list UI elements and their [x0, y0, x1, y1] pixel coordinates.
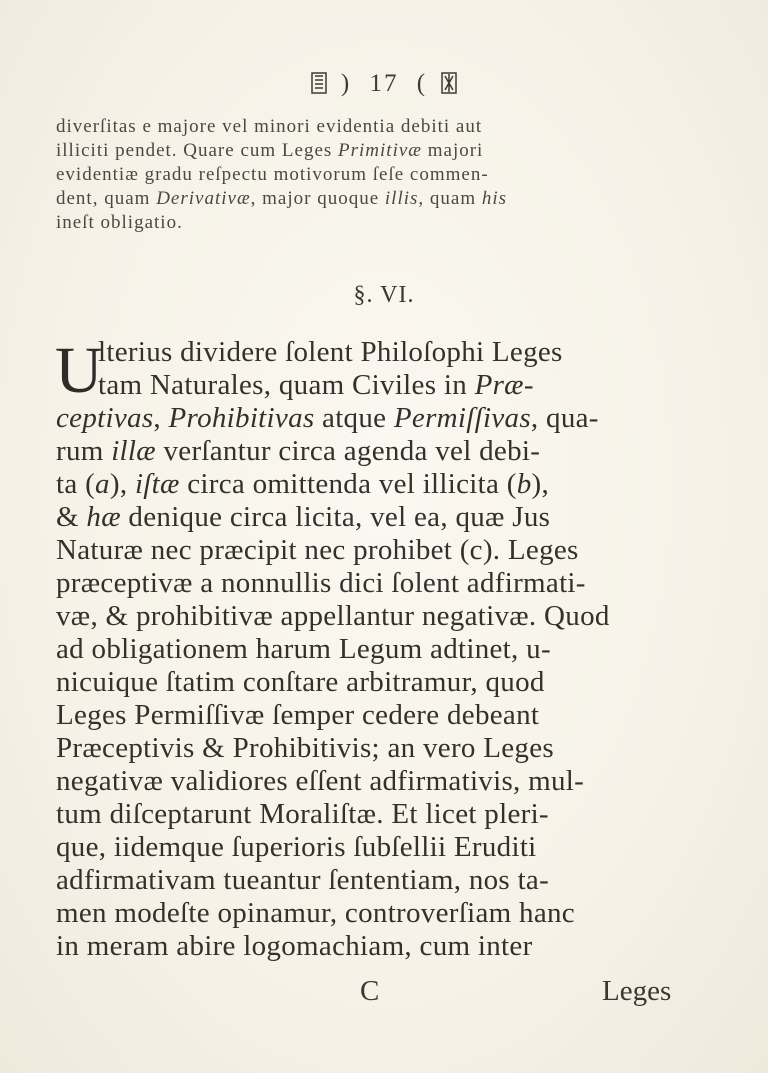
intro-line-1: diverſitas e majore vel minori evidentia debiti aut: [56, 116, 483, 137]
body-line-17: adfirmativam tueantur ſententiam, nos ta-: [56, 864, 550, 896]
body-italic: a: [95, 468, 110, 500]
body-line-1: lterius dividere ſolent Philoſophi Leges: [98, 336, 563, 368]
body-line-5: [56, 468, 549, 501]
body-line-12: Leges Permiſſivæ ſemper cedere debeant: [56, 699, 540, 731]
signature-mark: C: [360, 975, 380, 1007]
body-text: &: [56, 501, 87, 533]
body-italic: iſtæ: [134, 468, 180, 500]
body-italic: b: [516, 468, 532, 500]
body-italic: Permiſſivas: [393, 402, 531, 434]
body-line-11: nicuique ſtatim conſtare arbitramur, quod: [56, 666, 545, 698]
body-line-10: ad obligationem harum Legum adtinet, u-: [56, 633, 551, 665]
intro-line-2: [56, 140, 483, 162]
intro-text: illiciti pendet. Quare cum Leges: [56, 140, 333, 161]
section-heading: §. VI.: [353, 282, 415, 308]
body-line-7: Naturæ nec præcipit nec prohibet (c). Leges: [56, 534, 579, 566]
intro-italic-illis: illis: [384, 188, 419, 209]
body-text: , qua-: [530, 402, 599, 434]
body-italic: ceptivas: [56, 402, 154, 434]
body-line-14: negativæ validiores eſſent adfirmativis, mul-: [56, 765, 585, 797]
body-italic: hæ: [86, 501, 121, 533]
intro-line-4: [56, 188, 507, 210]
body-text: ),: [109, 468, 128, 500]
body-line-8: præceptivæ a nonnullis dici ſolent adfirmati-: [56, 567, 586, 599]
body-line-16: que, iidemque ſuperioris ſubſellii Eruditi: [56, 831, 537, 863]
body-text: atque: [322, 402, 387, 434]
body-line-2: [98, 369, 534, 402]
intro-text: , quam: [418, 188, 477, 209]
page-header: [0, 70, 768, 98]
header-left-bracket: ): [340, 70, 352, 97]
body-line-15: tum diſceptarunt Moraliſtæ. Et licet pleri-: [56, 798, 549, 830]
body-text: rum: [56, 435, 104, 467]
body-italic: illæ: [111, 435, 156, 467]
body-line-3: [56, 402, 599, 435]
intro-italic-his: his: [481, 188, 508, 209]
drop-cap: U: [55, 334, 103, 407]
ornament-right-icon: [441, 72, 457, 94]
body-text: denique circa licita, vel ea, quæ Jus: [120, 501, 551, 533]
intro-italic-primitivae: Primitivæ: [338, 140, 422, 161]
intro-line-5: ineſt obligatio.: [56, 212, 183, 233]
intro-line-3: evidentiæ gradu reſpectu motivorum ſeſe commen-: [56, 164, 489, 185]
body-text: ),: [531, 468, 550, 500]
intro-text: majori: [427, 140, 484, 161]
body-text: ,: [153, 402, 161, 434]
body-line-9: væ, & prohibitivæ appellantur negativæ. Quod: [56, 600, 610, 632]
catchword: Leges: [602, 975, 672, 1007]
body-text: verſantur circa agenda vel debi-: [163, 435, 541, 467]
body-text: ta (: [56, 468, 96, 500]
intro-italic-derivativae: Derivativæ: [156, 188, 251, 209]
header-right-bracket: (: [416, 70, 428, 97]
body-line-13: Præceptivis & Prohibitivis; an vero Leges: [56, 732, 554, 764]
intro-text: dent, quam: [56, 188, 151, 209]
body-italic: Præ-: [474, 369, 534, 401]
body-line-18: men modeſte opinamur, controverſiam hanc: [56, 897, 575, 929]
body-text: circa omittenda vel illicita (: [187, 468, 517, 500]
intro-text: , major quoque: [250, 188, 380, 209]
body-line-4: [56, 435, 540, 468]
body-text: tam Naturales, quam Civiles in: [98, 369, 468, 401]
page-number: 17: [369, 70, 399, 97]
body-line-6: [56, 501, 550, 534]
ornament-left-icon: [311, 72, 327, 94]
body-line-19: in meram abire logomachiam, cum inter: [56, 930, 533, 962]
body-italic: Prohibitivas: [168, 402, 315, 434]
